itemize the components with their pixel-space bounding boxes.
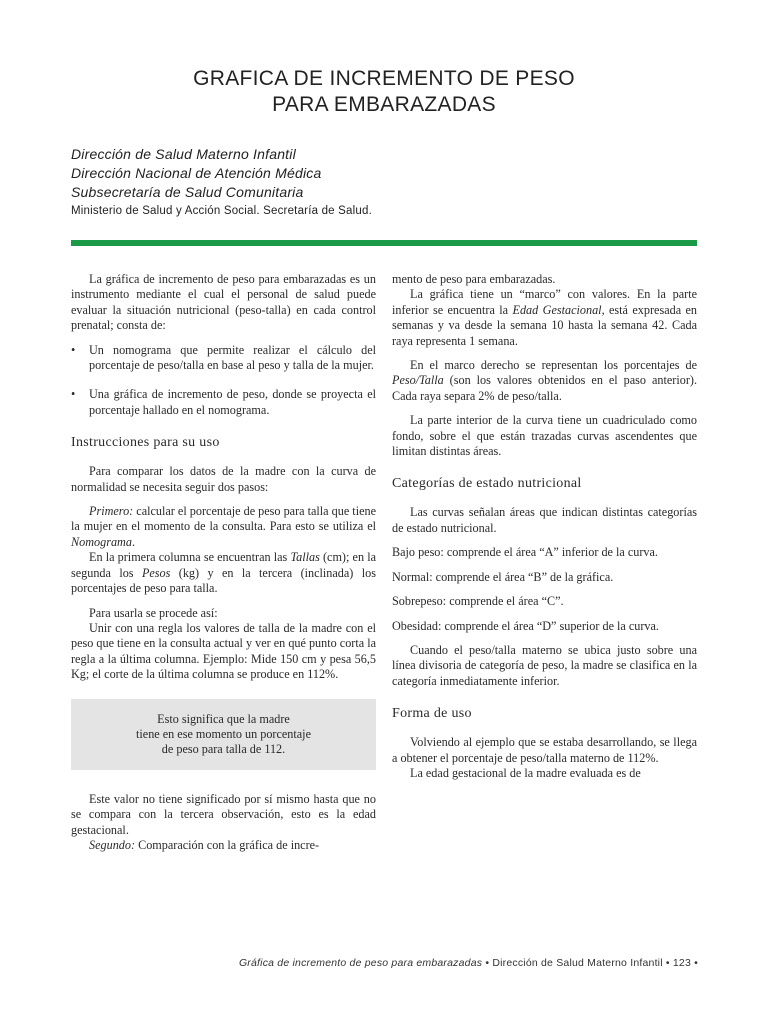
ministry-line: Ministerio de Salud y Acción Social. Secretaría de Salud. bbox=[71, 205, 372, 217]
org-line-3: Subsecretaría de Salud Comunitaria bbox=[71, 184, 304, 200]
category-overweight: Sobrepeso: comprende el área “C”. bbox=[392, 594, 564, 609]
footer-org: Dirección de Salud Materno Infantil bbox=[492, 957, 663, 969]
boundary-paragraph: Cuando el peso/talla materno se ubica justo sobre una línea divisoria de categoría de peso, la madre se clasifica en la categoría inmediatamente inferior. bbox=[392, 642, 697, 688]
category-normal: Normal: comprende el área “B” de la gráfica. bbox=[392, 569, 614, 584]
list-item bbox=[71, 343, 376, 374]
primero-label: Primero: bbox=[89, 504, 134, 519]
box-line-3: de peso para talla de 112. bbox=[161, 742, 286, 757]
bullet-text-graph: Una gráfica de incremento de peso, donde se proyecta el porcentaje hallado en el nomograma. bbox=[89, 387, 376, 417]
intro-paragraph: La gráfica de incremento de peso para embarazadas es un instrumento mediante el cual el personal de salud puede evaluar la situación nutricional (peso-talla) en cada control prenatal; consta de: bbox=[71, 272, 376, 333]
title-line-2: PARA EMBARAZADAS bbox=[272, 93, 496, 116]
bullet-text-nomogram: Un nomograma que permite realizar el cálculo del porcentaje de peso/talla en base al peso y talla de la mujer. bbox=[89, 342, 376, 373]
example-paragraph: Volviendo al ejemplo que se estaba desarrollando, se llega a obtener el porcentaje de peso/talla materno de 112%. bbox=[392, 735, 697, 765]
page-footer: Gráfica de incremento de peso para embarazadas • Dirección de Salud Materno Infantil • 123 • bbox=[238, 957, 698, 969]
footer-title: Gráfica de incremento de peso para embarazadas bbox=[238, 957, 483, 969]
gestational-age-paragraph: La edad gestacional de la madre evaluada es de bbox=[410, 765, 641, 780]
frame-paragraph: La gráfica tiene un “marco” con valores. En la parte inferior se encuentra la Edad Gestacional, está expresada en semanas y va desde la semana 10 hasta la semana 42. Cada raya representa 1 semana. bbox=[392, 287, 698, 348]
segundo-label: Segundo: bbox=[89, 837, 136, 852]
bullet-icon: • bbox=[71, 342, 76, 357]
left-column bbox=[71, 272, 376, 862]
green-divider bbox=[71, 240, 697, 246]
usage-intro: Para usarla se procede así: bbox=[89, 605, 218, 620]
highlight-box bbox=[71, 699, 376, 770]
segundo-paragraph: Segundo: Comparación con la gráfica de incre- bbox=[89, 837, 320, 852]
heading-instructions: Instrucciones para su uso bbox=[71, 435, 220, 451]
curves-paragraph: Las curvas señalan áreas que indican distintas categorías de estado nutricional. bbox=[392, 505, 697, 535]
list-item bbox=[71, 387, 376, 418]
columns-paragraph: En la primera columna se encuentran las Tallas (cm); en la segunda los Pesos (kg) y en la tercera (inclinada) los porcentajes de peso para talla. bbox=[71, 550, 376, 596]
title-line-1: GRAFICA DE INCREMENTO DE PESO bbox=[193, 67, 575, 90]
heading-categories: Categorías de estado nutricional bbox=[392, 476, 582, 492]
continuation-text: mento de peso para embarazadas. bbox=[392, 272, 556, 286]
box-line-2: tiene en ese momento un porcentaje bbox=[136, 726, 311, 741]
document-title bbox=[0, 66, 768, 118]
page-number: 123 bbox=[672, 957, 691, 969]
right-frame-paragraph: En el marco derecho se representan los porcentajes de Peso/Talla (son los valores obtenidos en el paso anterior). Cada raya separa 2% de peso/talla. bbox=[392, 358, 697, 403]
value-paragraph: Este valor no tiene significado por sí mismo hasta que no se compara con la tercera observación, esto es la edad gestacional. bbox=[71, 791, 376, 837]
category-underweight: Bajo peso: comprende el área “A” inferior de la curva. bbox=[392, 545, 658, 560]
org-line-1: Dirección de Salud Materno Infantil bbox=[71, 146, 296, 162]
interior-paragraph: La parte interior de la curva tiene un cuadriculado como fondo, sobre el que están trazadas curvas ascendentes que limitan distintas áreas. bbox=[392, 413, 697, 459]
right-column bbox=[392, 272, 697, 790]
authoring-organization bbox=[71, 145, 711, 219]
bullet-icon: • bbox=[71, 387, 76, 402]
compare-paragraph: Para comparar los datos de la madre con la curva de normalidad se necesita seguir dos pasos: bbox=[71, 464, 376, 494]
heading-usage: Forma de uso bbox=[392, 706, 472, 722]
category-obesity: Obesidad: comprende el área “D” superior de la curva. bbox=[392, 618, 659, 633]
components-list bbox=[71, 343, 376, 419]
org-line-2: Dirección Nacional de Atención Médica bbox=[71, 165, 322, 181]
primero-paragraph: Primero: calcular el porcentaje de peso para talla que tiene la mujer en el momento de la consulta. Para esto se utiliza el Nomograma. bbox=[71, 504, 376, 549]
box-line-1: Esto significa que la madre bbox=[157, 711, 290, 726]
ruler-paragraph: Unir con una regla los valores de talla de la madre con el peso que tiene en la consulta actual y ver en qué punto corta la regla a la última columna. Ejemplo: Mide 150 cm y pesa 56,5 Kg; el corte de la última columna se produce en 112%. bbox=[71, 620, 376, 682]
